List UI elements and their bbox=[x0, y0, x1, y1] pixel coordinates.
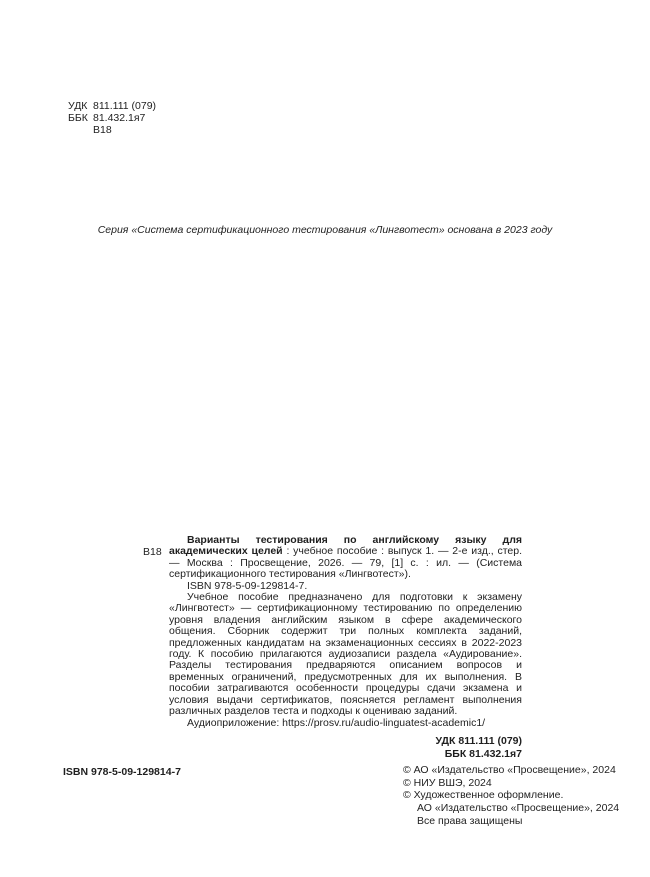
copyright-line: Все права защищены bbox=[417, 814, 523, 827]
top-classification-codes bbox=[68, 100, 156, 136]
catalog-card bbox=[143, 534, 523, 761]
bibliographic-record bbox=[169, 535, 522, 581]
copyright-line: © НИУ ВШЭ, 2024 bbox=[403, 776, 492, 789]
copyright-line: © Художественное оформление. bbox=[403, 789, 564, 802]
copyright-line: © АО «Издательство «Просвещение», 2024 bbox=[403, 764, 616, 776]
card-isbn-line: ISBN 978-5-09-129814-7. bbox=[187, 579, 308, 592]
audio-appendix-line: Аудиоприложение: https://prosv.ru/audio-linguatest-academic1/ bbox=[187, 716, 486, 729]
copyright-block bbox=[403, 764, 619, 828]
bottom-classification-codes bbox=[169, 735, 522, 761]
copyright-line: АО «Издательство «Просвещение», 2024 bbox=[417, 802, 620, 815]
annotation-paragraph: Учебное пособие предназначено для подготовки к экзамену «Лингвотест» — сертификационному тестированию по определению уровня владения английским языком в сфере академического общения. Сборник содержит три полных комплекта заданий, предложенных кандидатам на экзаменационных сессиях в 2022-2023 году. К пособию прилагаются аудиозаписи раздела «Аудирование». Разделы тестирования предваряются описанием вопросов и временных ограничений, предусмотренных для их выполнения. В пособии затрагиваются особенности процедуры сдачи экзамена и условия выдачи сертификатов, поясняется регламент выполнения различных разделов теста и подходы к оцениваю заданий. bbox=[169, 591, 522, 718]
udk-bottom: УДК 811.111 (079) bbox=[435, 734, 522, 747]
footer-isbn: ISBN 978-5-09-129814-7 bbox=[63, 766, 181, 778]
udk-label: УДК bbox=[68, 100, 88, 112]
author-sign-top: В18 bbox=[93, 124, 112, 136]
bbk-value: 81.432.1я7 bbox=[93, 112, 146, 124]
bbk-label-spacer: ББК bbox=[68, 112, 88, 124]
empty-cell bbox=[68, 124, 93, 136]
bbk-bottom: ББК 81.432.1я7 bbox=[444, 747, 522, 760]
udk-value: 811.111 (079) bbox=[93, 100, 157, 112]
author-sign: В18 bbox=[143, 545, 162, 558]
series-note: Серия «Система сертификационного тестирования «Лингвотест» основана в 2023 году bbox=[97, 224, 553, 236]
bibliographic-details: : учебное пособие : выпуск 1. — 2-е изд., стер. — Москва : Просвещение, 2026. — 79, [1] с. : ил. — (Система сертификационного тестирования «Лингвотест»). bbox=[169, 545, 523, 581]
book-title: Варианты тестирования по английскому языку для академических целей bbox=[169, 534, 522, 558]
